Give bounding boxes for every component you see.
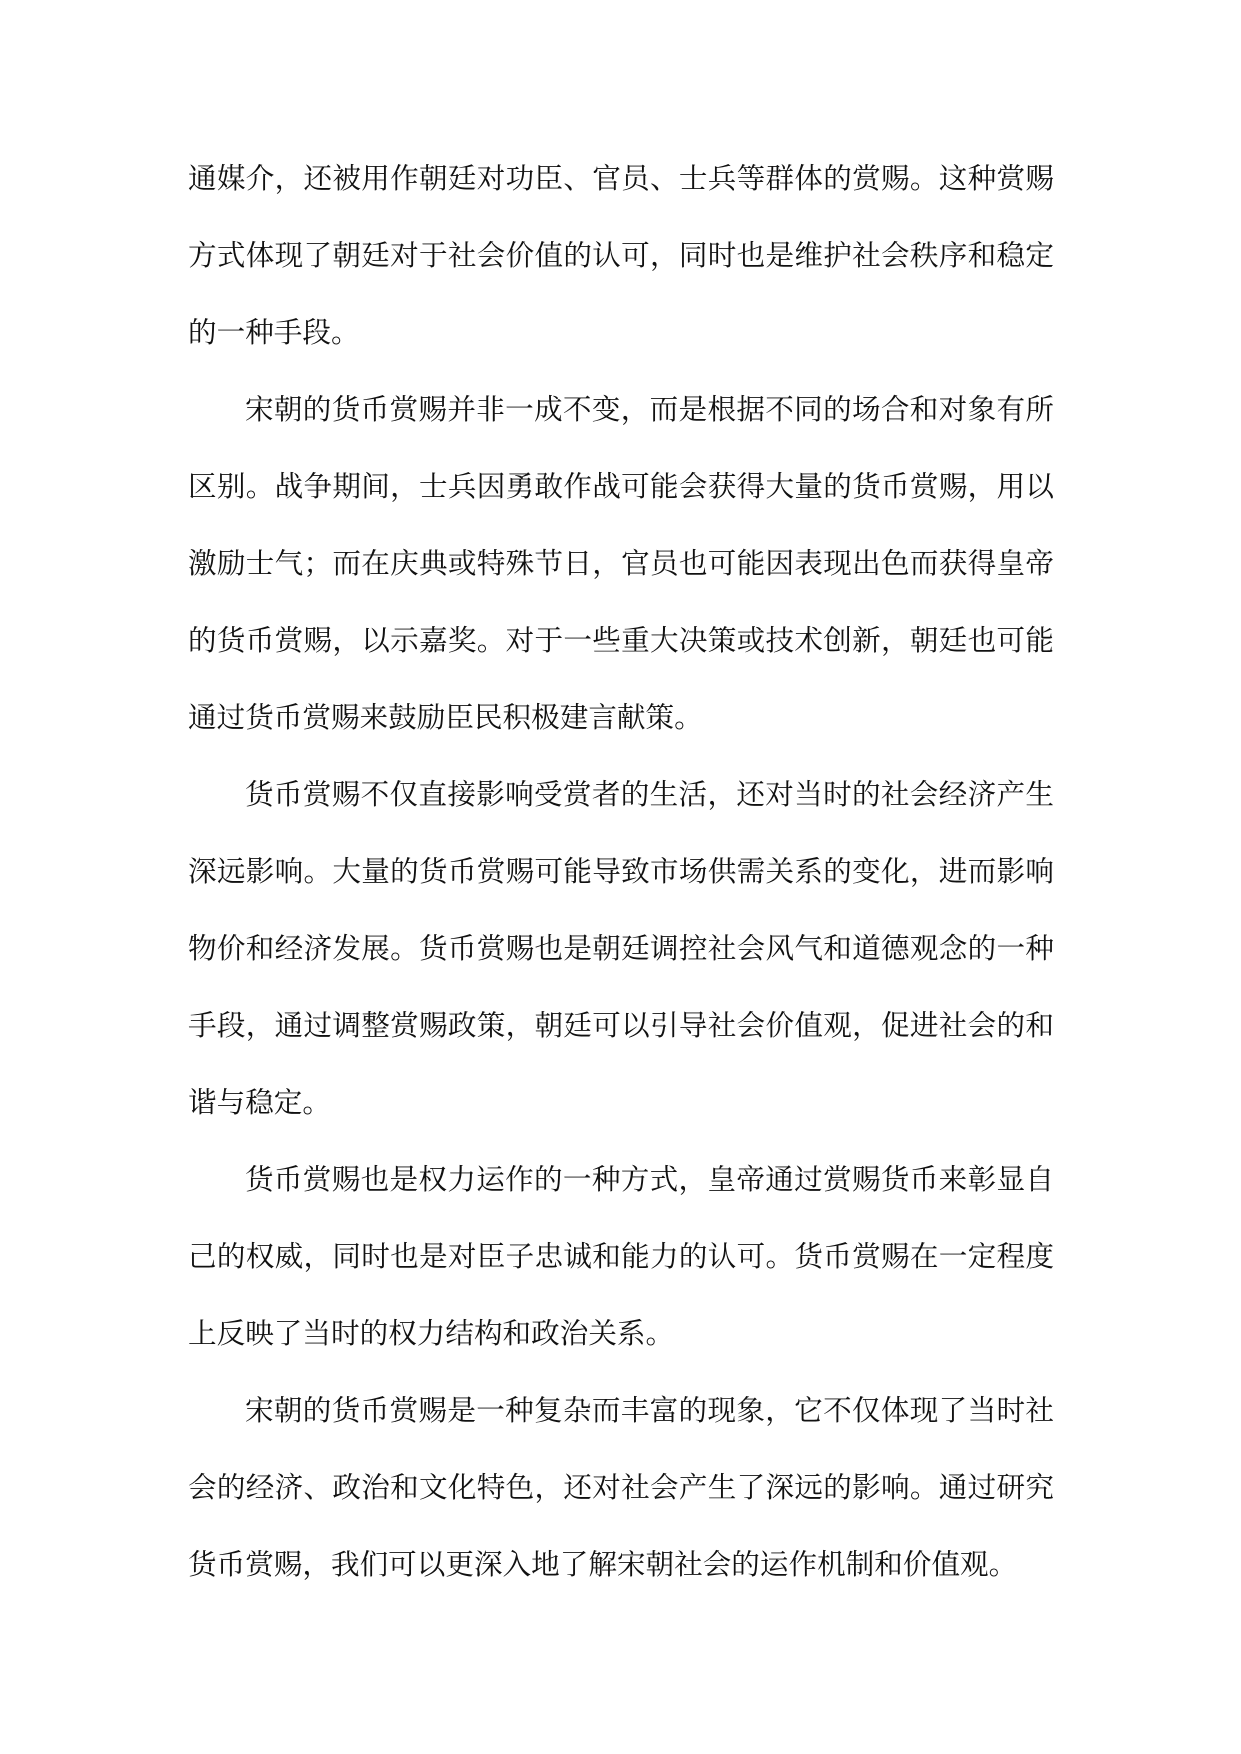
document-body bbox=[188, 140, 1054, 1603]
paragraph-2: 宋朝的货币赏赐并非一成不变，而是根据不同的场合和对象有所区别。战争期间，士兵因勇敢作战可能会获得大量的货币赏赐，用以激励士气；而在庆典或特殊节日，官员也可能因表现出色而获得皇帝的货币赏赐，以示嘉奖。对于一些重大决策或技术创新，朝廷也可能通过货币赏赐来鼓励臣民积极建言献策。 bbox=[188, 392, 1054, 734]
paragraph-continued: 通媒介，还被用作朝廷对功臣、官员、士兵等群体的赏赐。这种赏赐方式体现了朝廷对于社会价值的认可，同时也是维护社会秩序和稳定的一种手段。 bbox=[188, 161, 1054, 349]
paragraph-5: 宋朝的货币赏赐是一种复杂而丰富的现象，它不仅体现了当时社会的经济、政治和文化特色，还对社会产生了深远的影响。通过研究货币赏赐，我们可以更深入地了解宋朝社会的运作机制和价值观。 bbox=[188, 1393, 1054, 1581]
paragraph-4: 货币赏赐也是权力运作的一种方式，皇帝通过赏赐货币来彰显自己的权威，同时也是对臣子忠诚和能力的认可。货币赏赐在一定程度上反映了当时的权力结构和政治关系。 bbox=[188, 1162, 1054, 1350]
paragraph-3: 货币赏赐不仅直接影响受赏者的生活，还对当时的社会经济产生深远影响。大量的货币赏赐可能导致市场供需关系的变化，进而影响物价和经济发展。货币赏赐也是朝廷调控社会风气和道德观念的一种手段，通过调整赏赐政策，朝廷可以引导社会价值观，促进社会的和谐与稳定。 bbox=[188, 777, 1054, 1119]
